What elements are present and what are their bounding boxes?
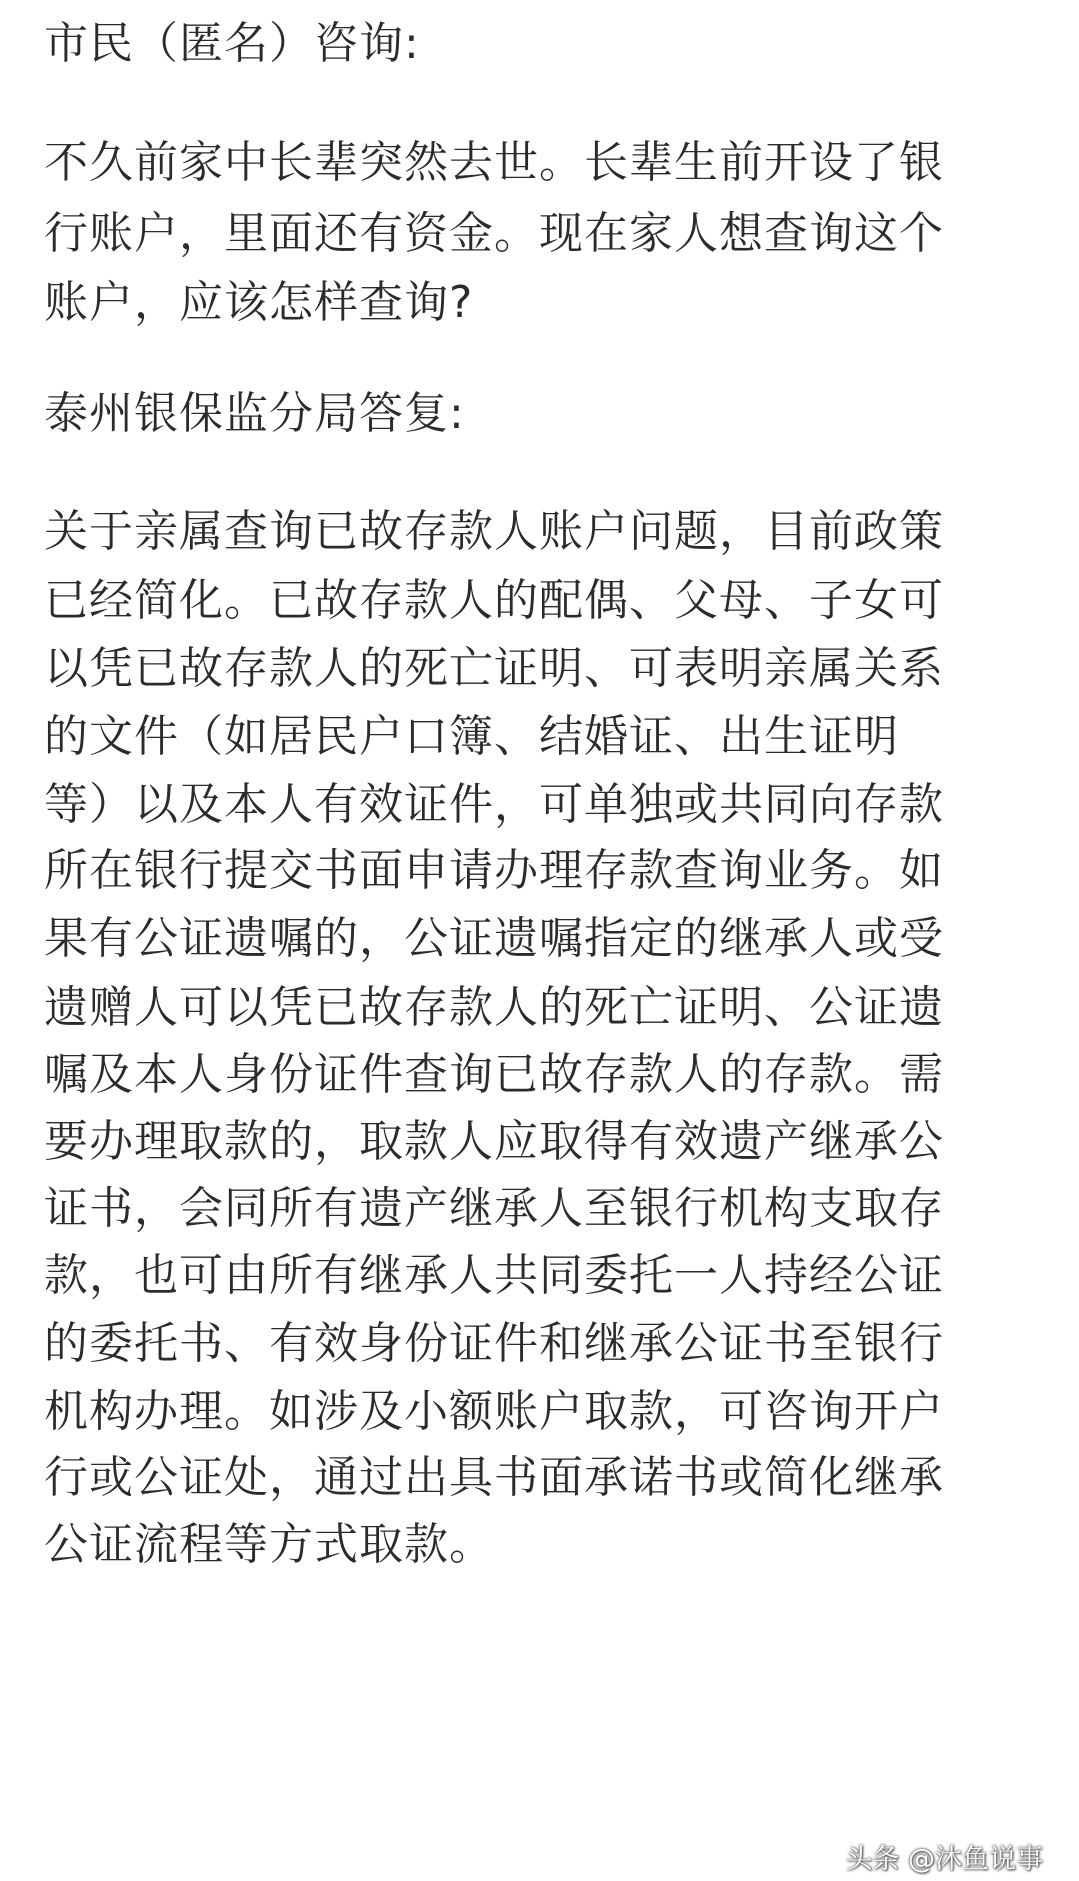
answer-line: 要办理取款的，取款人应取得有效遗产继承公 xyxy=(44,1116,944,1167)
answer-line: 的文件（如居民户口簿、结婚证、出生证明 xyxy=(44,711,899,762)
answer-heading: 泰州银保监分局答复: xyxy=(44,388,465,439)
answer-line: 所在银行提交书面申请办理存款查询业务。如 xyxy=(44,845,944,896)
answer-line: 证书，会同所有遗产继承人至银行机构支取存 xyxy=(44,1183,944,1234)
answer-line: 机构办理。如涉及小额账户取款，可咨询开户 xyxy=(44,1386,944,1437)
answer-line: 果有公证遗嘱的，公证遗嘱指定的继承人或受 xyxy=(44,913,944,964)
answer-line: 款，也可由所有继承人共同委托一人持经公证 xyxy=(44,1250,944,1301)
answer-line: 以凭已故存款人的死亡证明、可表明亲属关系 xyxy=(44,643,944,694)
answer-line: 遗赠人可以凭已故存款人的死亡证明、公证遗 xyxy=(44,982,944,1033)
source-watermark: 头条 @沐鱼说事 xyxy=(845,1844,1043,1875)
answer-line: 等）以及本人有效证件，可单独或共同向存款 xyxy=(44,779,944,830)
question-heading: 市民（匿名）咨询: xyxy=(44,18,420,69)
answer-line: 的委托书、有效身份证件和继承公证书至银行 xyxy=(44,1318,944,1369)
answer-line: 已经简化。已故存款人的配偶、父母、子女可 xyxy=(44,575,944,626)
question-line: 不久前家中长辈突然去世。长辈生前开设了银 xyxy=(44,137,944,188)
question-line: 账户，应该怎样查询? xyxy=(44,277,474,328)
answer-line: 公证流程等方式取款。 xyxy=(44,1519,494,1570)
answer-line: 嘱及本人身份证件查询已故存款人的存款。需 xyxy=(44,1049,944,1100)
answer-line: 行或公证处，通过出具书面承诺书或简化继承 xyxy=(44,1452,944,1503)
answer-line: 关于亲属查询已故存款人账户问题，目前政策 xyxy=(44,506,944,557)
question-line: 行账户，里面还有资金。现在家人想查询这个 xyxy=(44,208,944,259)
